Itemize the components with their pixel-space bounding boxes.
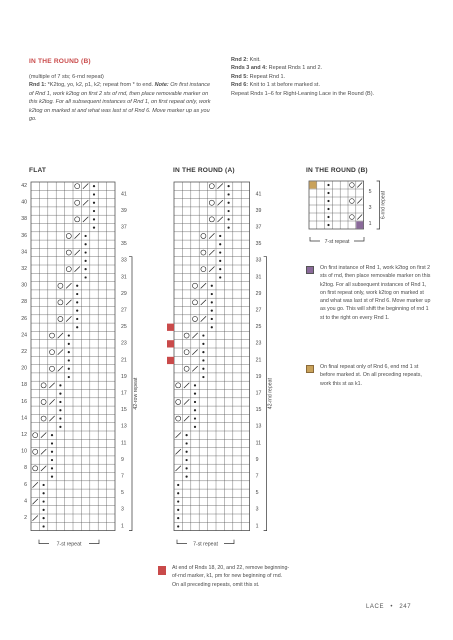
flat-chart-left-row-number: 40 bbox=[21, 199, 27, 206]
round-a-chart-purl-dot bbox=[228, 210, 230, 212]
round-a-chart-row-number: 33 bbox=[255, 257, 262, 264]
rnd34-instruction: Rnds 3 and 4: Repeat Rnds 1 and 2. bbox=[231, 65, 323, 72]
round-a-chart-purl-dot bbox=[177, 509, 179, 511]
flat-chart-right-row-number: 13 bbox=[121, 423, 127, 430]
round-b-chart-purl-dot bbox=[327, 216, 329, 218]
round-a-chart-purl-dot bbox=[219, 268, 221, 270]
flat-chart-right-row-number: 9 bbox=[121, 456, 124, 463]
flat-chart-purl-dot bbox=[43, 500, 45, 502]
footer-bullet: • bbox=[390, 604, 394, 610]
flat-chart-right-row-number: 31 bbox=[121, 274, 127, 281]
flat-chart-left-row-number: 28 bbox=[21, 299, 27, 306]
flat-chart-purl-dot bbox=[93, 202, 95, 204]
flat-chart-purl-dot bbox=[85, 235, 87, 237]
legend-red-text: At end of Rnds 18, 20, and 22, remove beginning-of-rnd marker, k1, pm for new beginning of rnd. On all preceding repeats, omit this st. bbox=[172, 565, 290, 588]
round-a-chart-purl-dot bbox=[228, 227, 230, 229]
rnd2-instruction: Rnd 2: Knit. bbox=[231, 57, 261, 63]
flat-chart-right-row-number: 17 bbox=[121, 390, 127, 397]
flat-chart-left-row-number: 14 bbox=[21, 415, 27, 422]
round-b-chart-st-bracket-right bbox=[354, 237, 364, 241]
flat-chart-st-bracket-right bbox=[89, 540, 99, 544]
flat-chart-purl-dot bbox=[68, 343, 70, 345]
flat-chart-purl-dot bbox=[93, 185, 95, 187]
flat-chart-right-row-number: 11 bbox=[121, 440, 127, 447]
flat-chart-right-row-number: 27 bbox=[121, 307, 127, 314]
flat-chart-repeat-bracket bbox=[129, 257, 132, 531]
round-a-chart-purl-dot bbox=[211, 301, 213, 303]
round-b-chart-purl-dot bbox=[327, 192, 329, 194]
flat-chart-left-row-number: 2 bbox=[24, 515, 27, 521]
flat-chart-purl-dot bbox=[68, 351, 70, 353]
flat-chart-left-row-number: 42 bbox=[21, 183, 27, 189]
flat-chart-purl-dot bbox=[43, 517, 45, 519]
round-a-chart-purl-dot bbox=[219, 235, 221, 237]
flat-chart-purl-dot bbox=[68, 368, 70, 370]
flat-chart-purl-dot bbox=[51, 442, 53, 444]
round-a-chart-purl-dot bbox=[186, 459, 188, 461]
flat-chart-right-row-number: 19 bbox=[121, 373, 127, 380]
flat-chart-right-row-number: 23 bbox=[121, 340, 127, 347]
legend-gold-text: On final repeat only of Rnd 6, end rnd 1 st before marked st. On all preceding repeats, work this st as k1. bbox=[320, 364, 422, 387]
flat-chart-purl-dot bbox=[68, 376, 70, 378]
flat-chart-repeat-label: 42-row repeat bbox=[133, 377, 139, 410]
round-a-chart-purl-dot bbox=[177, 484, 179, 486]
flat-chart-purl-dot bbox=[85, 268, 87, 270]
flat-chart-left-row-number: 30 bbox=[21, 282, 27, 289]
round-a-chart-row-number: 15 bbox=[255, 407, 262, 414]
round-b-chart-st-bracket-left bbox=[310, 237, 320, 241]
flat-chart-left-row-number: 12 bbox=[21, 432, 27, 438]
round-a-chart-purl-dot bbox=[202, 351, 204, 353]
purple-k2tog-swatch bbox=[306, 266, 314, 274]
section-name: LACE bbox=[366, 604, 385, 610]
round-a-chart-purl-dot bbox=[228, 193, 230, 195]
flat-chart-right-row-number: 7 bbox=[121, 473, 124, 480]
round-a-chart-purl-dot bbox=[202, 334, 204, 336]
round-b-chart-purl-dot bbox=[327, 224, 329, 226]
chart-title-round-a: IN THE ROUND (A) bbox=[173, 167, 235, 174]
round-a-chart-red-st bbox=[167, 324, 174, 331]
round-a-chart-row-number: 13 bbox=[255, 423, 262, 430]
round-a-chart-purl-dot bbox=[219, 276, 221, 278]
flat-chart-right-row-number: 25 bbox=[121, 324, 127, 331]
flat-chart-purl-dot bbox=[76, 285, 78, 287]
flat-chart-purl-dot bbox=[59, 401, 61, 403]
round-a-chart-purl-dot bbox=[177, 525, 179, 527]
round-a-chart-st-bracket-right bbox=[224, 540, 234, 544]
round-a-chart-purl-dot bbox=[211, 310, 213, 312]
flat-chart-purl-dot bbox=[51, 459, 53, 461]
round-a-chart-purl-dot bbox=[194, 417, 196, 419]
round-a-chart-row-number: 19 bbox=[255, 373, 262, 380]
flat-chart-right-row-number: 35 bbox=[121, 241, 127, 248]
flat-chart-left-row-number: 20 bbox=[21, 365, 27, 372]
round-a-chart-purl-dot bbox=[177, 517, 179, 519]
chart-title-round-b: IN THE ROUND (B) bbox=[306, 167, 368, 174]
round-a-chart-purl-dot bbox=[177, 500, 179, 502]
flat-chart-purl-dot bbox=[51, 451, 53, 453]
round-b-chart-repeat-bracket bbox=[377, 181, 380, 229]
flat-chart-st-bracket-left bbox=[39, 540, 49, 544]
round-a-chart-row-number: 25 bbox=[255, 324, 262, 331]
flat-chart-left-row-number: 4 bbox=[24, 498, 27, 505]
round-a-chart-purl-dot bbox=[202, 343, 204, 345]
round-a-chart-purl-dot bbox=[211, 285, 213, 287]
round-a-chart-purl-dot bbox=[211, 326, 213, 328]
pattern-title: IN THE ROUND (B) bbox=[29, 58, 91, 65]
flat-chart-purl-dot bbox=[59, 384, 61, 386]
flat-chart-purl-dot bbox=[43, 525, 45, 527]
round-a-chart-row-number: 35 bbox=[255, 241, 262, 248]
rnd1-instruction: Rnd 1: *K2tog, yo, k2, p1, k2; repeat from * to end. Note: On first instance of Rnd 1, work k2tog on first 2 sts of rnd, then place removable marker on this k2tog. For all subsequent instances of Rnd 1, on first repeat only, work k2tog on marked st and what was last st of Rnd 6. Move marker up as you go. bbox=[29, 82, 211, 123]
round-a-chart-row-number: 27 bbox=[255, 307, 262, 314]
round-a-chart-row-number: 21 bbox=[255, 357, 262, 364]
round-a-chart-row-number: 17 bbox=[255, 390, 262, 397]
rnd5-instruction: Rnd 5: Repeat Rnd 1. bbox=[231, 73, 286, 80]
round-a-chart-row-number: 29 bbox=[255, 290, 262, 297]
chart-title-flat: FLAT bbox=[29, 167, 47, 174]
round-a-chart-red-st bbox=[167, 340, 174, 347]
round-a-chart-row-number: 11 bbox=[255, 440, 261, 447]
round-a-chart-purl-dot bbox=[186, 476, 188, 478]
flat-chart-right-row-number: 37 bbox=[121, 224, 127, 231]
round-b-chart-repeat-label: 6-rnd repeat bbox=[380, 190, 387, 220]
flat-chart-left-row-number: 32 bbox=[21, 266, 27, 272]
flat-chart-left-row-number: 36 bbox=[21, 232, 27, 239]
round-a-chart-purl-dot bbox=[228, 218, 230, 220]
flat-chart-right-row-number: 33 bbox=[121, 257, 127, 264]
flat-chart-purl-dot bbox=[76, 293, 78, 295]
repeat-instruction: Repeat Rnds 1–6 for Right-Leaning Lace in the Round (B). bbox=[231, 90, 375, 97]
round-a-chart-purl-dot bbox=[228, 185, 230, 187]
round-a-chart-st-bracket-left bbox=[177, 540, 187, 544]
flat-chart-purl-dot bbox=[85, 243, 87, 245]
flat-chart-left-row-number: 6 bbox=[24, 481, 27, 488]
round-a-chart-purl-dot bbox=[194, 384, 196, 386]
round-b-chart-row-number: 3 bbox=[368, 205, 372, 211]
flat-chart-right-row-number: 21 bbox=[121, 357, 127, 364]
round-b-chart-row-number: 5 bbox=[368, 189, 372, 195]
round-a-chart-red-st bbox=[167, 357, 174, 364]
flat-chart-purl-dot bbox=[68, 359, 70, 361]
flat-chart-purl-dot bbox=[85, 276, 87, 278]
round-a-chart-purl-dot bbox=[186, 451, 188, 453]
pattern-intro: (multiple of 7 sts; 6-rnd repeat) bbox=[29, 74, 104, 80]
page-footer bbox=[366, 604, 411, 610]
flat-chart-left-row-number: 34 bbox=[21, 249, 27, 256]
flat-chart-purl-dot bbox=[59, 426, 61, 428]
flat-chart-right-row-number: 29 bbox=[121, 290, 127, 297]
round-a-chart-row-number: 1 bbox=[255, 523, 259, 530]
round-a-chart-purl-dot bbox=[219, 243, 221, 245]
round-a-chart-purl-dot bbox=[177, 492, 179, 494]
flat-chart-st-repeat-label: 7-st repeat bbox=[56, 541, 82, 548]
round-a-chart-row-number: 7 bbox=[255, 473, 259, 480]
round-a-chart-row-number: 31 bbox=[255, 274, 262, 281]
round-b-chart-purl-dot bbox=[327, 200, 329, 202]
round-a-chart-purl-dot bbox=[194, 409, 196, 411]
flat-chart-left-row-number: 10 bbox=[21, 448, 27, 455]
round-a-chart-row-number: 39 bbox=[255, 207, 262, 214]
flat-chart-purl-dot bbox=[68, 334, 70, 336]
flat-chart-purl-dot bbox=[76, 310, 78, 312]
round-a-chart-row-number: 3 bbox=[255, 506, 259, 513]
flat-chart-left-row-number: 38 bbox=[21, 216, 27, 223]
flat-chart-purl-dot bbox=[85, 260, 87, 262]
red-st-swatch bbox=[158, 566, 166, 575]
round-a-chart-purl-dot bbox=[219, 251, 221, 253]
flat-chart-purl-dot bbox=[59, 409, 61, 411]
round-a-chart-purl-dot bbox=[194, 426, 196, 428]
round-a-chart-purl-dot bbox=[228, 202, 230, 204]
flat-chart-left-row-number: 26 bbox=[21, 315, 27, 322]
flat-chart-right-row-number: 3 bbox=[121, 506, 124, 513]
round-a-chart-purl-dot bbox=[194, 401, 196, 403]
round-a-chart-purl-dot bbox=[186, 434, 188, 436]
flat-chart-purl-dot bbox=[76, 318, 78, 320]
round-a-chart-purl-dot bbox=[211, 293, 213, 295]
flat-chart-left-row-number: 8 bbox=[24, 465, 27, 472]
round-a-chart-purl-dot bbox=[219, 260, 221, 262]
round-a-chart-purl-dot bbox=[186, 442, 188, 444]
flat-chart-purl-dot bbox=[51, 476, 53, 478]
flat-chart-purl-dot bbox=[76, 326, 78, 328]
round-b-chart-row-number: 1 bbox=[368, 221, 372, 227]
flat-chart-purl-dot bbox=[59, 417, 61, 419]
flat-chart-purl-dot bbox=[93, 218, 95, 220]
round-a-chart-st-repeat-label: 7-st repeat bbox=[193, 541, 218, 548]
flat-chart-left-row-number: 16 bbox=[21, 398, 27, 405]
flat-chart-purl-dot bbox=[93, 210, 95, 212]
round-a-chart-purl-dot bbox=[202, 376, 204, 378]
flat-chart-purl-dot bbox=[76, 301, 78, 303]
round-a-chart-repeat-label: 42-rnd repeat bbox=[267, 378, 274, 410]
round-b-chart-purl-dot bbox=[327, 184, 329, 186]
flat-chart-right-row-number: 1 bbox=[121, 523, 124, 530]
round-b-chart-st-repeat-label: 7-st repeat bbox=[324, 239, 350, 245]
round-b-chart-gold-st bbox=[309, 181, 316, 188]
flat-chart-purl-dot bbox=[43, 509, 45, 511]
page-number: 247 bbox=[399, 604, 412, 610]
rnd6-instruction: Rnd 6: Knit to 1 st before marked st. bbox=[231, 82, 320, 89]
flat-chart-purl-dot bbox=[51, 434, 53, 436]
flat-chart-purl-dot bbox=[93, 193, 95, 195]
gold-st-swatch bbox=[306, 365, 314, 373]
flat-chart-purl-dot bbox=[59, 393, 61, 395]
flat-chart-purl-dot bbox=[51, 467, 53, 469]
flat-chart-right-row-number: 5 bbox=[121, 490, 124, 497]
flat-chart-right-row-number: 15 bbox=[121, 407, 127, 414]
round-a-chart-purl-dot bbox=[202, 368, 204, 370]
round-a-chart-row-number: 5 bbox=[255, 490, 259, 497]
round-a-chart-row-number: 37 bbox=[255, 224, 262, 231]
round-b-chart-purl-dot bbox=[327, 208, 329, 210]
round-a-chart-row-number: 9 bbox=[255, 456, 259, 463]
round-a-chart-row-number: 41 bbox=[255, 191, 262, 198]
round-a-chart-purl-dot bbox=[186, 467, 188, 469]
flat-chart-left-row-number: 22 bbox=[21, 349, 27, 355]
flat-chart-left-row-number: 24 bbox=[21, 332, 27, 339]
flat-chart-purl-dot bbox=[85, 251, 87, 253]
flat-chart-purl-dot bbox=[43, 484, 45, 486]
legend-purple-text: On first instance of Rnd 1, work k2tog on first 2 sts of rnd, then place removable marker on this k2tog. For all subsequent instances of Rnd 1, on first repeat only, work k2tog on marked st and what was last st of Rnd 6. Move marker up as you go. This will shift the beginning of rnd 1 st to the right on every Rnd 1. bbox=[320, 265, 431, 321]
flat-chart-right-row-number: 41 bbox=[121, 191, 127, 198]
flat-chart-purl-dot bbox=[93, 227, 95, 229]
round-a-chart-row-number: 23 bbox=[255, 340, 262, 347]
flat-chart-left-row-number: 18 bbox=[21, 382, 27, 389]
round-a-chart-purl-dot bbox=[211, 318, 213, 320]
round-a-chart-purl-dot bbox=[194, 393, 196, 395]
flat-chart-right-row-number: 39 bbox=[121, 207, 127, 214]
round-b-chart-purple-st bbox=[356, 221, 363, 228]
round-a-chart-purl-dot bbox=[202, 359, 204, 361]
round-a-chart-repeat-bracket bbox=[264, 257, 267, 531]
flat-chart-purl-dot bbox=[43, 492, 45, 494]
